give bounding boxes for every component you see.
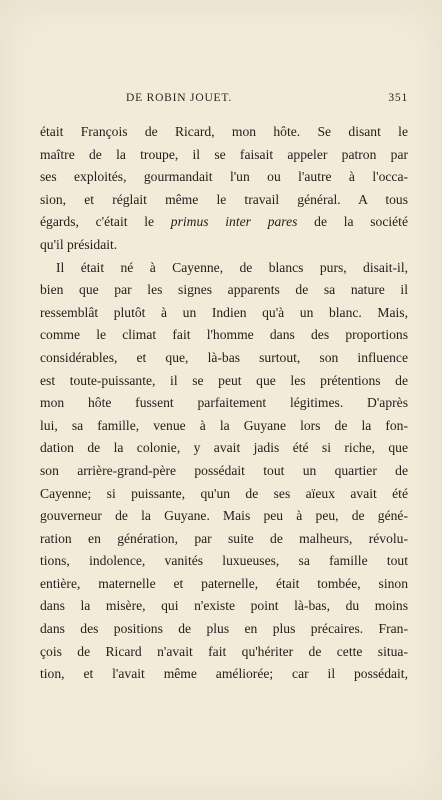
text-line: lui, sa famille, venue à la Guyane lors de la fon- (40, 417, 408, 433)
text-line: son arrière-grand-père possédait tout un quartier de (40, 462, 408, 478)
text-line: qu'il présidait. (40, 236, 118, 252)
text-line: est toute-puissante, il se peut que les prétentions de (40, 372, 408, 388)
text-line: dation de la colonie, y avait jadis été si riche, que (40, 440, 408, 456)
text-line: sion, et réglait même le travail général. A tous (40, 191, 408, 207)
text-line: ses exploités, gourmandait l'un ou l'autre à l'occa- (40, 169, 408, 185)
text-segment: égards, c'était le (40, 214, 171, 230)
body-text (40, 121, 408, 686)
text-line: comme le climat fait l'homme dans des proportions (40, 327, 408, 343)
text-line: gouverneur de la Guyane. Mais peu à peu, de géné- (40, 508, 408, 524)
text-line: dans la misère, qui n'existe point là-bas, du moins (40, 598, 408, 614)
text-line: mon hôte fussent parfaitement légitimes. D'après (40, 395, 408, 411)
text-line: tion, et l'avait même améliorée; car il possédait, (40, 666, 408, 682)
page-number: 351 (388, 92, 408, 104)
text-line: dans des positions de plus en plus précaires. Fran- (40, 621, 408, 637)
text-line: bien que par les signes apparents de sa nature il (40, 282, 408, 298)
text-line: maître de la troupe, il se faisait appeler patron par (40, 146, 408, 162)
paragraph-first-line: Il était né à Cayenne, de blancs purs, disait-il, (56, 259, 408, 275)
text-line: ration en génération, par suite de malheurs, révolu- (40, 530, 408, 546)
italic-phrase: primus inter pares (170, 214, 298, 230)
text-line: était François de Ricard, mon hôte. Se disant le (40, 124, 408, 139)
text-line: Cayenne; si puissante, qu'un de ses aïeux avait été (40, 485, 408, 501)
text-line-with-italic (40, 211, 408, 234)
running-title: DE ROBIN JOUET. (126, 92, 233, 104)
text-segment: de la société (297, 214, 408, 230)
text-line: çois de Ricard n'avait fait qu'hériter de cette situa- (40, 643, 408, 659)
text-line: ressemblât plutôt à un Indien qu'à un blanc. Mais, (40, 304, 408, 320)
text-line: tions, indolence, vanités luxueuses, sa famille tout (40, 553, 408, 569)
text-line: entière, maternelle et paternelle, était tombée, sinon (40, 575, 408, 591)
text-line: considérables, et que, là-bas surtout, son influence (40, 349, 408, 365)
